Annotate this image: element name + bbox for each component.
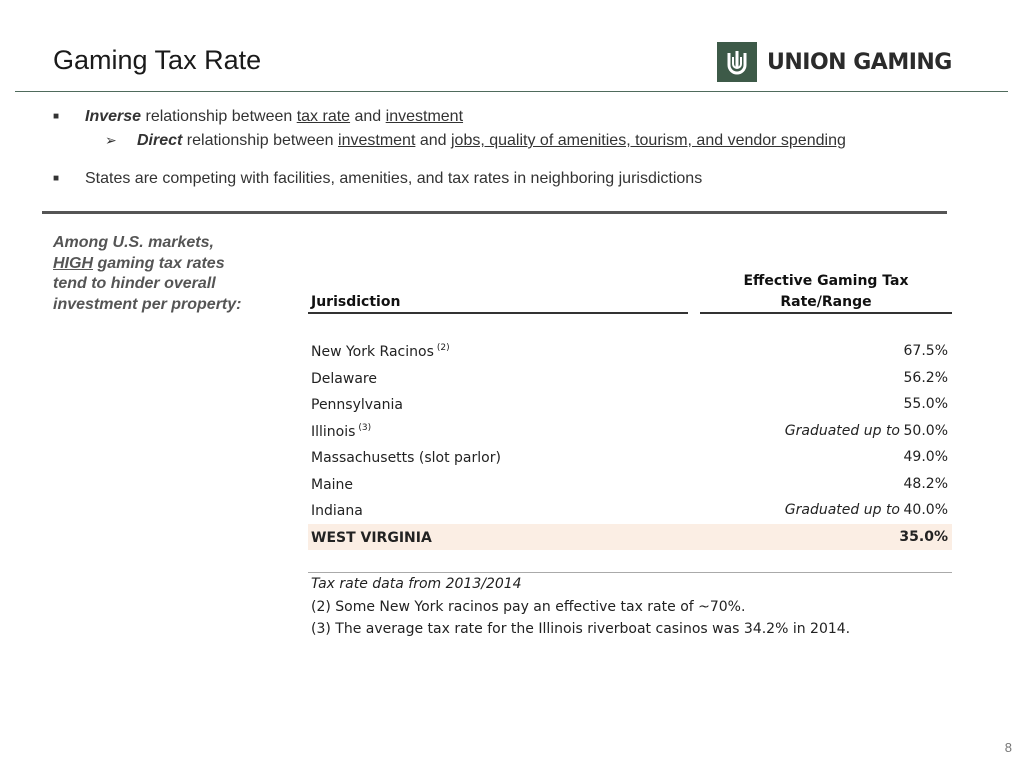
table-row [308, 365, 952, 392]
table-row [308, 391, 952, 418]
logo-text: UNION GAMING [767, 49, 952, 75]
bullet-text: relationship between [141, 108, 297, 125]
jurisdiction-name: WEST VIRGINIA [311, 529, 432, 546]
footnote-ref: (3) [358, 422, 372, 433]
bullet-text: relationship between [182, 132, 339, 149]
square-bullet-icon: ■ [53, 111, 60, 122]
side-note-emphasis: HIGH [53, 254, 93, 272]
jurisdiction-name: New York Racinos [311, 344, 434, 360]
bullet-lead: Inverse [85, 108, 142, 125]
footnote-divider [308, 572, 952, 573]
table-row [308, 471, 952, 498]
header-underline-rate [700, 312, 952, 314]
bullet-states-competing [53, 170, 702, 188]
jurisdiction-name: Pennsylvania [311, 397, 403, 413]
jurisdiction-name: Delaware [311, 370, 377, 387]
header-divider [15, 91, 1008, 92]
tax-rate-value: 50.0% [903, 422, 948, 439]
table-row [308, 418, 952, 445]
sub-bullet-direct-relationship [105, 132, 846, 150]
column-header-line: Effective Gaming Tax [743, 273, 909, 289]
side-note-line [53, 254, 273, 275]
side-note-line: Among U.S. markets, [53, 234, 214, 251]
column-header-tax-rate [700, 271, 952, 313]
underlined-term: investment [385, 108, 464, 125]
side-note [53, 233, 273, 315]
slide-title: Gaming Tax Rate [53, 45, 262, 75]
footnote-ref: (2) [436, 343, 450, 353]
underlined-term: investment [338, 132, 416, 149]
arrow-bullet-icon: ➢ [105, 132, 117, 148]
bullet-text: and [350, 108, 386, 125]
footnote-3: (3) The average tax rate for the Illinois riverboat casinos was 34.2% in 2014. [311, 621, 851, 637]
rate-note: Graduated up to [784, 422, 900, 439]
jurisdiction-name: Indiana [311, 503, 363, 519]
rate-note: Graduated up to [784, 502, 900, 518]
jurisdiction-name: Illinois [311, 423, 356, 440]
tax-rate-value: 48.2% [903, 475, 948, 492]
union-gaming-logo [717, 42, 952, 82]
tax-rate-value: 40.0% [903, 502, 948, 518]
table-row [308, 497, 952, 524]
header-underline-jurisdiction [308, 312, 688, 314]
table-row [308, 338, 952, 365]
bullet-text: States are competing with facilities, amenities, and tax rates in neighboring jurisdictions [85, 170, 703, 187]
underlined-term: jobs, quality of amenities, tourism, and vendor spending [450, 132, 846, 149]
square-bullet-icon: ■ [53, 173, 60, 184]
tax-rate-value: 55.0% [903, 396, 948, 412]
tax-rate-value: 35.0% [899, 528, 948, 545]
footnote-source: Tax rate data from 2013/2014 [311, 576, 522, 592]
footnote-2: (2) Some New York racinos pay an effective tax rate of ~70%. [311, 599, 746, 615]
table-row-highlighted [308, 524, 952, 551]
tax-rate-value: 67.5% [903, 343, 948, 359]
side-note-text: gaming tax rates [93, 254, 225, 272]
table-row [308, 444, 952, 471]
bullet-text: and [415, 132, 451, 149]
column-header-jurisdiction: Jurisdiction [311, 294, 401, 310]
column-header-line: Rate/Range [780, 294, 872, 310]
bullet-lead: Direct [137, 132, 183, 149]
tax-rate-table [308, 338, 952, 550]
side-note-line: tend to hinder overall [53, 275, 216, 292]
underlined-term: tax rate [296, 108, 351, 125]
side-note-line: investment per property: [53, 295, 242, 313]
section-divider [42, 211, 947, 214]
jurisdiction-name: Maine [311, 476, 354, 493]
bullet-inverse-relationship [53, 108, 463, 126]
page-number: 8 [1004, 740, 1012, 755]
union-gaming-mark-icon [717, 42, 757, 82]
tax-rate-value: 49.0% [903, 449, 948, 465]
tax-rate-value: 56.2% [903, 369, 948, 386]
jurisdiction-name: Massachusetts (slot parlor) [311, 450, 501, 466]
